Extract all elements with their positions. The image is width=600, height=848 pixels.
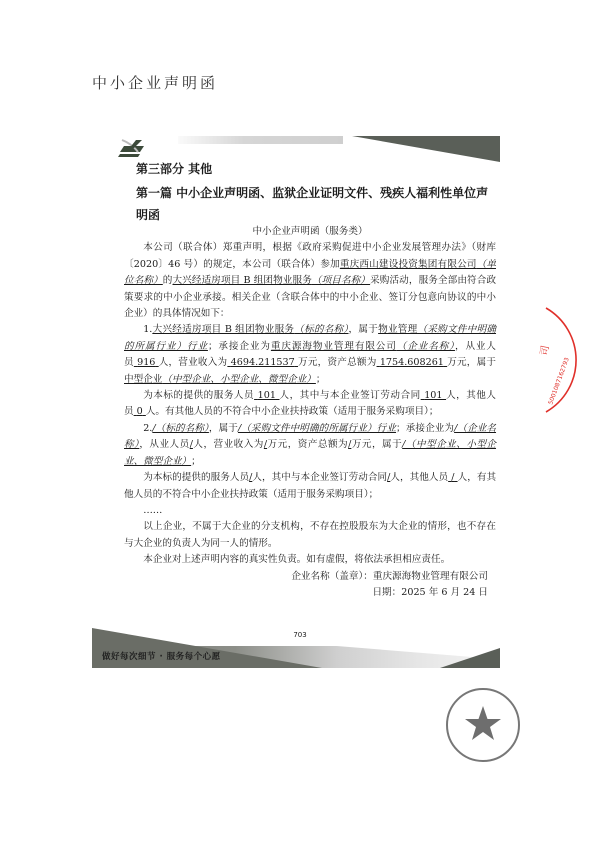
seam-seal-icon — [538, 300, 600, 420]
page-number: 703 — [293, 631, 307, 639]
closing-statement-2: 本企业对上述声明内容的真实性负责。如有虚假，将依法承担相应责任。 — [143, 554, 451, 566]
svg-text:司: 司 — [539, 344, 552, 357]
outer-document-title: 中小企业声明函 — [92, 74, 219, 92]
company-logo-icon — [118, 138, 148, 158]
date-line: 日期：2025 年 6 月 24 日 — [372, 586, 488, 598]
closing-statement-1: 以上企业，不属于大企业的分支机构，不存在控股股东为大企业的情形，也不存在与大企业的负责人为同一人的情形。 — [124, 521, 496, 549]
header-decor-triangle — [352, 136, 500, 162]
letter-title: 中小企业声明函（服务类） — [252, 226, 368, 237]
item-2: 2./（标的名称），属于/（采购文件中明确的所属行业）行业；承接企业为/（企业名称），从业人员/人，营业收入为/万元，资产总额为/万元，属于/（中型企业、小型企业、微型企业）； — [124, 422, 497, 467]
item-2-staff: 为本标的提供的服务人员/人，其中与本企业签订劳动合同/人，其他人员 / 人，有其他人员的不符合中小企业扶持政策（适用于服务采购项目）； — [124, 472, 497, 500]
item-1: 1.大兴经适房项目 B 组团物业服务（标的名称），属于物业管理（采购文件中明确的所属行业）行业；承接企业为重庆源海物业管理有限公司（企业名称），从业人员 916 人，营业收入为 4694.211537 万元，资产总额为 1754.608261 万元，属于中型企业（中型企业、小型企业、微型企业）； — [124, 324, 497, 385]
intro-paragraph: 本公司（联合体）郑重声明，根据《政府采购促进中小企业发展管理办法》（财库〔2020〕46 号）的规定，本公司（联合体）参加重庆西山建设投资集团有限公司（单位名称）的大兴经适房项目 B 组团物业服务（项目名称）采购活动，服务全部由符合政策要求的中小企业承接。相关企业（含联合体中的中小企业、签订分包意向协议的中小企业）的具体情况如下： — [124, 242, 497, 320]
chapter-title: 第一篇 中小企业声明函、监狱企业证明文件、残疾人福利性单位声明函 — [136, 186, 489, 222]
letter-body — [124, 224, 496, 601]
company-seal-icon — [444, 686, 522, 764]
signature-line: 企业名称（盖章）：重庆源海物业管理有限公司 — [291, 570, 488, 582]
ellipsis: …… — [143, 504, 163, 516]
svg-text:5001087162793: 5001087162793 — [547, 356, 571, 406]
header-decor-bar — [178, 136, 343, 144]
item-1-staff: 为本标的提供的服务人员 101 人，其中与本企业签订劳动合同 101 人，其他人员 0 人。有其他人员的不符合中小企业扶持政策（适用于服务采购项目）； — [124, 390, 496, 418]
footer-slogan: 做好每次细节 · 服务每个心愿 — [102, 652, 221, 662]
scanned-page — [100, 128, 500, 668]
section-title: 第三部分 其他 — [136, 162, 213, 176]
